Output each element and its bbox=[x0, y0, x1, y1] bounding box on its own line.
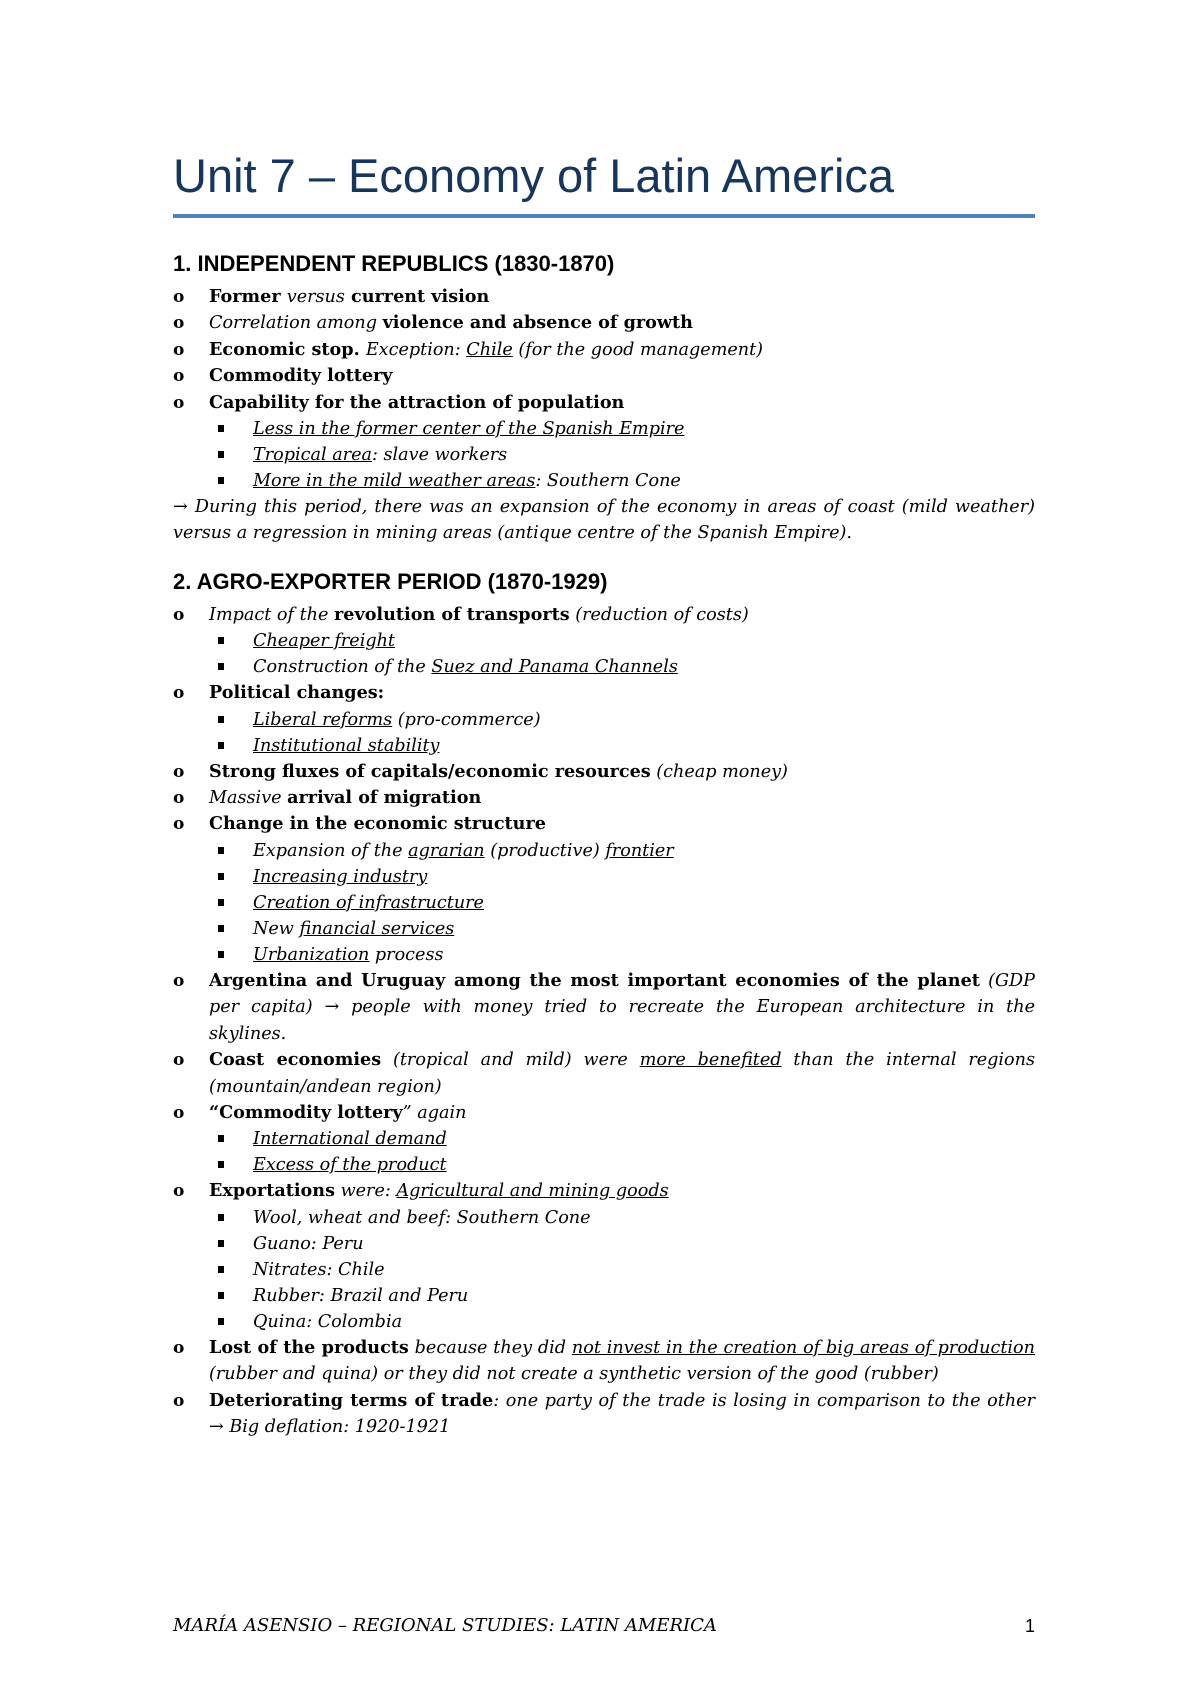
text-run: than the internal regions (mountain/andean region) bbox=[209, 1050, 1035, 1097]
text-run: Excess of the product bbox=[253, 1155, 447, 1176]
sub-list-item bbox=[209, 1309, 1035, 1335]
sub-list-item bbox=[209, 1283, 1035, 1309]
sub-list-item bbox=[209, 1152, 1035, 1178]
text-run: Exception: bbox=[365, 339, 467, 360]
square-bullet-icon bbox=[218, 1214, 224, 1221]
sub-list-item bbox=[209, 916, 1035, 942]
list-item-text bbox=[209, 762, 788, 782]
text-run: ” again bbox=[402, 1102, 467, 1123]
list-item bbox=[173, 337, 1035, 363]
list-item-text bbox=[209, 340, 763, 360]
bullet-marker: o bbox=[173, 313, 185, 334]
summary-note-text: During this period, there was an expansion of the economy in areas of coast (mild weather) versus a regression in mining areas (antique centre of the Spanish Empire). bbox=[173, 497, 1035, 544]
arrow-right-icon: → bbox=[173, 497, 195, 518]
square-bullet-icon bbox=[218, 1161, 224, 1168]
bullet-marker: o bbox=[173, 761, 185, 782]
text-run: (for the good management) bbox=[512, 339, 764, 360]
text-run: Argentina and Uruguay among the most important economies of the planet bbox=[209, 969, 980, 991]
text-run: Capability for the attraction of population bbox=[209, 391, 625, 413]
text-run: Liberal reforms bbox=[253, 709, 393, 730]
bullet-marker: o bbox=[173, 339, 185, 360]
bullet-marker: o bbox=[173, 814, 185, 835]
text-run: Institutional stability bbox=[253, 735, 440, 756]
list-item-text bbox=[209, 683, 384, 703]
text-run: Chile bbox=[466, 339, 513, 360]
text-run: Suez and Panama Channels bbox=[431, 657, 678, 678]
square-bullet-icon bbox=[218, 951, 224, 958]
text-run: arrival of migration bbox=[287, 787, 482, 809]
list-item bbox=[173, 602, 1035, 680]
sub-list-item bbox=[209, 416, 1035, 442]
text-run: Change in the economic structure bbox=[209, 813, 546, 835]
bullet-marker: o bbox=[173, 604, 185, 625]
sub-list-item bbox=[209, 468, 1035, 494]
sub-list-item bbox=[209, 890, 1035, 916]
sub-list-item bbox=[209, 942, 1035, 968]
bullet-marker: o bbox=[173, 683, 185, 704]
text-run: (rubber and quina) or they did not create a synthetic version of the good (rubber) bbox=[209, 1364, 939, 1385]
list-item bbox=[173, 811, 1035, 967]
list-item bbox=[173, 1100, 1035, 1178]
text-run: process bbox=[369, 944, 444, 965]
square-bullet-icon bbox=[218, 477, 224, 484]
text-run: Rubber: Brazil and Peru bbox=[253, 1285, 469, 1306]
square-bullet-icon bbox=[218, 716, 224, 723]
page-number: 1 bbox=[1024, 1616, 1035, 1636]
text-run: Correlation among bbox=[209, 313, 383, 334]
sub-list-item bbox=[209, 707, 1035, 733]
list-item-text bbox=[209, 313, 693, 333]
square-bullet-icon bbox=[218, 925, 224, 932]
text-run: not invest in the creation of big areas of production bbox=[571, 1337, 1035, 1358]
text-run: : one party of the trade is losing in comparison to the other → Big deflation: 1920-1921 bbox=[209, 1390, 1035, 1437]
sub-bullet-list bbox=[209, 628, 1035, 680]
text-run: Less in the former center of the Spanish Empire bbox=[253, 419, 685, 440]
square-bullet-icon bbox=[218, 451, 224, 458]
list-item bbox=[173, 1388, 1035, 1441]
page-title: Unit 7 – Economy of Latin America bbox=[173, 149, 895, 202]
text-run: more benefited bbox=[639, 1050, 782, 1071]
square-bullet-icon bbox=[218, 1292, 224, 1299]
sub-list-item bbox=[209, 838, 1035, 864]
text-run: agrarian bbox=[408, 840, 485, 861]
list-item-text bbox=[209, 605, 749, 625]
text-run: Cheaper freight bbox=[253, 631, 395, 652]
text-run: (pro-commerce) bbox=[392, 709, 541, 730]
text-run: Impact of the bbox=[209, 604, 335, 625]
square-bullet-icon bbox=[218, 1135, 224, 1142]
square-bullet-icon bbox=[218, 1266, 224, 1273]
sub-list-item bbox=[209, 1231, 1035, 1257]
text-run: More in the mild weather areas bbox=[253, 471, 536, 492]
text-run: violence and absence of growth bbox=[382, 312, 693, 334]
list-item bbox=[173, 968, 1035, 1047]
title-underline bbox=[173, 214, 1035, 218]
document-body bbox=[173, 248, 1035, 1440]
sub-list-item bbox=[209, 628, 1035, 654]
list-item-text bbox=[209, 814, 546, 834]
text-run: Coast economies bbox=[209, 1049, 382, 1071]
text-run: Construction of the bbox=[253, 657, 432, 678]
text-run: financial services bbox=[299, 918, 455, 939]
text-run: revolution of transports bbox=[334, 603, 570, 625]
sub-bullet-list bbox=[209, 416, 1035, 494]
text-run: New bbox=[253, 918, 300, 939]
text-run: International demand bbox=[253, 1129, 447, 1150]
square-bullet-icon bbox=[218, 1318, 224, 1325]
list-item-text bbox=[209, 1103, 466, 1123]
footer-author-course: MARÍA ASENSIO – REGIONAL STUDIES: LATIN AMERICA bbox=[173, 1615, 717, 1636]
text-run: : Southern Cone bbox=[535, 471, 681, 492]
page-footer bbox=[173, 1612, 1035, 1640]
sub-list-item bbox=[209, 1126, 1035, 1152]
bullet-list bbox=[173, 602, 1035, 1441]
sub-list-item bbox=[209, 1205, 1035, 1231]
list-item-text bbox=[209, 393, 624, 413]
list-item bbox=[173, 284, 1035, 310]
sub-list-item bbox=[209, 1257, 1035, 1283]
list-item bbox=[173, 363, 1035, 389]
text-run: (reduction of costs) bbox=[569, 604, 749, 625]
sub-bullet-list bbox=[209, 707, 1035, 759]
list-item bbox=[173, 1178, 1035, 1334]
text-run: Quina: Colombia bbox=[253, 1311, 403, 1332]
text-run: were: bbox=[334, 1181, 397, 1202]
list-item-text bbox=[209, 1050, 1035, 1096]
text-run: Commodity lottery bbox=[209, 365, 393, 387]
sub-list-item bbox=[209, 442, 1035, 468]
text-run: Deteriorating terms of trade bbox=[209, 1389, 494, 1411]
list-item bbox=[173, 680, 1035, 758]
square-bullet-icon bbox=[218, 742, 224, 749]
text-run: current vision bbox=[344, 286, 490, 307]
square-bullet-icon bbox=[218, 873, 224, 880]
list-item-text bbox=[209, 287, 489, 307]
bullet-marker: o bbox=[173, 1102, 185, 1123]
text-run: Nitrates: Chile bbox=[253, 1259, 385, 1280]
square-bullet-icon bbox=[218, 899, 224, 906]
list-item bbox=[173, 785, 1035, 811]
text-run: Lost of the products bbox=[209, 1336, 409, 1358]
sub-bullet-list bbox=[209, 1205, 1035, 1335]
list-item-text bbox=[209, 1338, 1035, 1384]
square-bullet-icon bbox=[218, 637, 224, 644]
text-run: (productive) bbox=[484, 840, 606, 861]
text-run: Creation of infrastructure bbox=[253, 892, 484, 913]
bullet-marker: o bbox=[173, 366, 185, 387]
summary-note bbox=[173, 494, 1035, 547]
square-bullet-icon bbox=[218, 425, 224, 432]
text-run: (GDP per capita) → people with money tried to recreate the European architecture in the skylines. bbox=[209, 970, 1035, 1044]
square-bullet-icon bbox=[218, 663, 224, 670]
text-run: because they did bbox=[408, 1337, 572, 1358]
bullet-marker: o bbox=[173, 1050, 185, 1071]
sub-bullet-list bbox=[209, 1126, 1035, 1178]
sub-list-item bbox=[209, 733, 1035, 759]
text-run: frontier bbox=[605, 840, 674, 861]
list-item-text bbox=[209, 1181, 669, 1201]
bullet-marker: o bbox=[173, 1390, 185, 1411]
text-run: Tropical area bbox=[253, 445, 372, 466]
list-item bbox=[173, 390, 1035, 494]
text-run: Urbanization bbox=[253, 944, 370, 965]
text-run: Former bbox=[209, 286, 287, 307]
text-run: Massive bbox=[209, 788, 288, 809]
list-item-text bbox=[209, 971, 1035, 1044]
list-item-text bbox=[209, 366, 393, 386]
list-item-text bbox=[209, 1391, 1035, 1437]
list-item-text bbox=[209, 788, 481, 808]
bullet-marker: o bbox=[173, 1181, 185, 1202]
text-run: Wool, wheat and beef: Southern Cone bbox=[253, 1207, 591, 1228]
text-run: Guano: Peru bbox=[253, 1233, 364, 1254]
text-run: Exportations bbox=[209, 1180, 335, 1202]
bullet-list bbox=[173, 284, 1035, 494]
section-heading: 2. AGRO-EXPORTER PERIOD (1870-1929) bbox=[173, 568, 608, 594]
sub-list-item bbox=[209, 654, 1035, 680]
text-run: Economic stop. bbox=[209, 338, 366, 360]
text-run: : slave workers bbox=[372, 445, 508, 466]
square-bullet-icon bbox=[218, 847, 224, 854]
bullet-marker: o bbox=[173, 287, 185, 307]
list-item bbox=[173, 1047, 1035, 1100]
list-item bbox=[173, 310, 1035, 336]
bullet-marker: o bbox=[173, 392, 185, 413]
sub-bullet-list bbox=[209, 838, 1035, 968]
text-run: “Commodity lottery bbox=[209, 1101, 403, 1123]
square-bullet-icon bbox=[218, 1240, 224, 1247]
text-run: Political changes: bbox=[209, 682, 385, 704]
text-run: (cheap money) bbox=[650, 761, 788, 782]
text-run: Strong fluxes of capitals/economic resources bbox=[209, 760, 651, 782]
text-run: Increasing industry bbox=[253, 866, 428, 887]
text-run: versus bbox=[286, 287, 345, 307]
bullet-marker: o bbox=[173, 1337, 185, 1358]
bullet-marker: o bbox=[173, 970, 185, 991]
sub-list-item bbox=[209, 864, 1035, 890]
section-heading: 1. INDEPENDENT REPUBLICS (1830-1870) bbox=[173, 251, 615, 276]
list-item bbox=[173, 1335, 1035, 1388]
bullet-marker: o bbox=[173, 788, 185, 809]
list-item bbox=[173, 759, 1035, 785]
text-run: (tropical and mild) were bbox=[381, 1050, 640, 1071]
text-run: Expansion of the bbox=[253, 840, 409, 861]
text-run: Agricultural and mining goods bbox=[396, 1181, 669, 1202]
